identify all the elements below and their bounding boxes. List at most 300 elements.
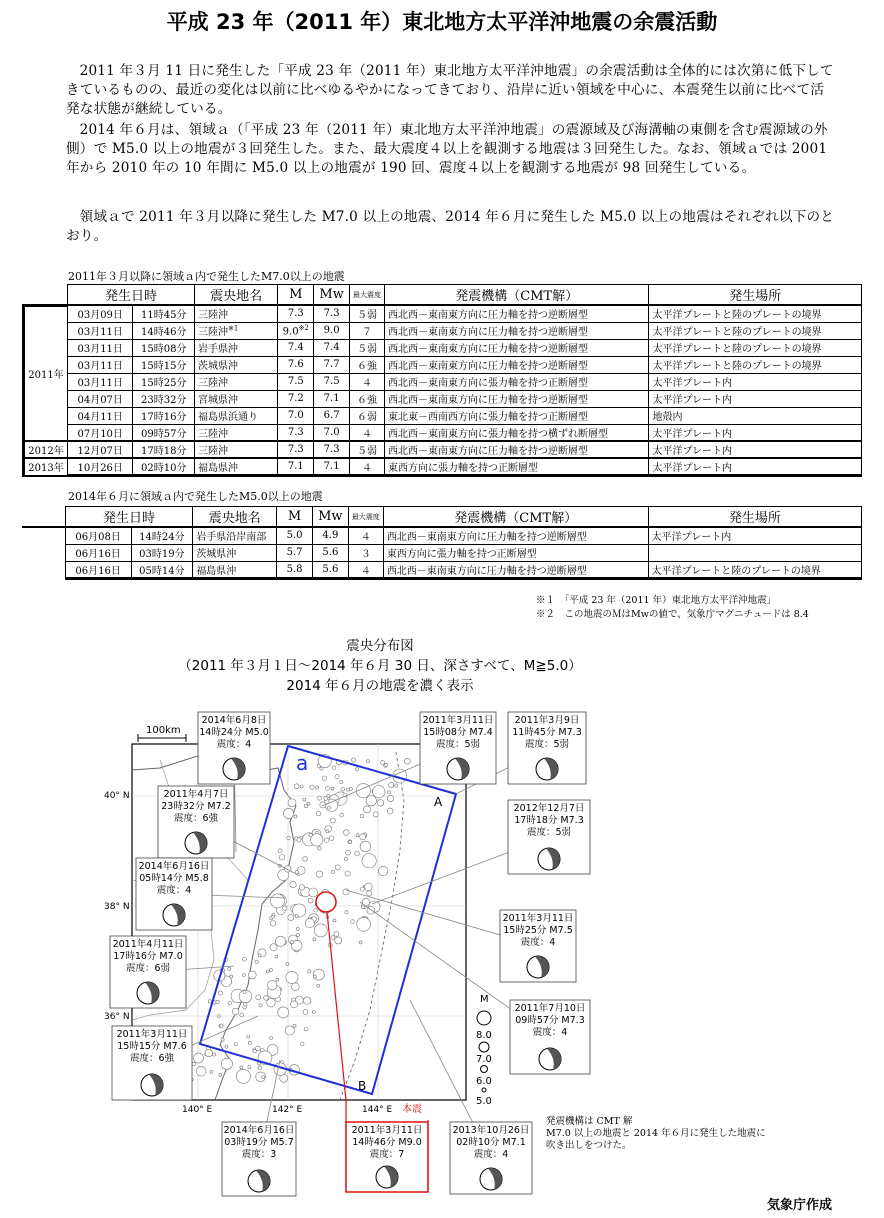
cell-int: ４ — [348, 561, 383, 578]
cell-time: 15時15分 — [133, 356, 195, 373]
cell-m: 7.0 — [278, 407, 314, 424]
epicenter-dot — [355, 851, 360, 856]
callout — [112, 1026, 192, 1100]
epicenter-dot — [221, 1058, 232, 1069]
region-a-label: a — [296, 751, 309, 775]
epicenter-dot — [385, 763, 388, 766]
footnote-marker: ※1 — [228, 324, 239, 333]
cell-mech: 西北西－東南東方向に圧力軸を持つ逆断層型 — [383, 527, 648, 544]
epicenter-dot — [305, 919, 314, 928]
epicenter-dot — [196, 1066, 206, 1076]
epicenter-dot — [279, 855, 285, 861]
epicenter-dot — [232, 1008, 239, 1015]
epicenter-dot — [335, 865, 340, 870]
cell-mech: 西北西－東南東方向に張力軸を持つ横ずれ断層型 — [385, 424, 649, 441]
epicenter-dot — [244, 1003, 247, 1006]
epicenter-dot — [220, 1024, 223, 1027]
cell-m: 5.7 — [277, 544, 313, 561]
callout-text: 03時19分 M5.7 — [224, 1137, 294, 1148]
callout-text: 2011年4月7日 — [163, 789, 229, 800]
epicenter-dot — [335, 775, 339, 779]
epicenter-dot — [308, 898, 313, 903]
cell-int: ４ — [348, 527, 383, 544]
cell-place: 宮城県沖 — [195, 390, 278, 407]
epicenter-dot — [316, 811, 320, 815]
cell-loc: 太平洋プレート内 — [649, 390, 862, 407]
epicenter-dot — [219, 1073, 222, 1076]
callout — [222, 1122, 296, 1196]
epicenter-dot — [324, 796, 328, 800]
epicenter-dot — [352, 758, 356, 762]
epicenter-dot — [303, 798, 306, 801]
cell-time: 02時10分 — [133, 458, 195, 476]
epicenter-dot — [360, 814, 363, 817]
epicenter-dot — [242, 974, 245, 977]
epicenter-dot — [192, 1062, 195, 1065]
callout-text: 14時46分 M9.0 — [352, 1137, 422, 1148]
cell-place: 三陸沖 — [195, 441, 278, 458]
callout-text: 2013年10月26日 — [452, 1125, 530, 1136]
cell-mw: 7.4 — [314, 339, 350, 356]
point-a-label: A — [434, 795, 443, 809]
cell-int: ６弱 — [350, 407, 385, 424]
cell-m: 7.1 — [278, 458, 314, 476]
header-intensity: 最大震度 — [348, 507, 383, 528]
callout-text: 震度：6弱 — [125, 963, 171, 974]
epicenter-dot — [313, 975, 316, 978]
cell-place: 岩手県沿岸南部 — [193, 527, 277, 544]
cell-loc: 太平洋プレート内 — [649, 373, 862, 390]
cell-mech: 西北西－東南東方向に圧力軸を持つ逆断層型 — [385, 390, 649, 407]
epicenter-dot — [340, 813, 344, 817]
epicenter-dot — [300, 785, 303, 788]
epicenter-dot — [253, 1050, 256, 1053]
cell-date: 04月11日 — [67, 407, 132, 424]
callout-text: 2011年3月11日 — [351, 1125, 423, 1136]
cell-loc: 太平洋プレートと陸のプレートの境界 — [648, 561, 861, 578]
callout-text: 2014年6月8日 — [201, 715, 267, 726]
cell-loc: 太平洋プレート内 — [649, 424, 862, 441]
note-2: ※２ この地震のＭはMwの値で、気象庁マグニチュードは 8.4 — [536, 609, 809, 620]
cell-int: ４ — [350, 458, 385, 476]
cell-place: 福島県浜通り — [195, 407, 278, 424]
cell-mw: 7.3 — [314, 441, 350, 458]
callout-text: 17時16分 M7.0 — [113, 951, 183, 962]
epicenter-dot — [284, 808, 294, 818]
cell-m: 7.3 — [278, 305, 314, 322]
epicenter-dot — [236, 1069, 250, 1083]
callout-text: 17時18分 M7.3 — [514, 815, 584, 826]
epicenter-dot — [271, 894, 285, 908]
epicenter-dot — [270, 944, 277, 951]
cell-mech: 東西方向に張力軸を持つ正断層型 — [383, 544, 648, 561]
epicenter-dot — [405, 758, 411, 764]
callout-text: 09時57分 M7.3 — [515, 1015, 585, 1026]
year-label: 2013年 — [24, 458, 68, 476]
lat-label: 36° N — [104, 1012, 130, 1022]
epicenter-dot — [240, 1066, 243, 1069]
callout-text: 震度：6強 — [129, 1053, 175, 1064]
page-title: 平成 23 年（2011 年）東北地方太平洋沖地震の余震活動 — [166, 10, 718, 34]
callout-text: 震度：6強 — [173, 813, 219, 824]
epicenter-dot — [213, 1053, 216, 1056]
epicenter-dot — [324, 838, 329, 843]
callout — [158, 786, 234, 858]
footnote-marker: ※2 — [298, 323, 309, 332]
cell-m: 7.4 — [278, 339, 314, 356]
cell-mw: 7.5 — [314, 373, 350, 390]
epicenter-dot — [318, 847, 321, 850]
credit: 気象庁作成 — [766, 1198, 832, 1213]
year-label: 2011年 — [24, 305, 68, 441]
cell-time: 17時16分 — [133, 407, 195, 424]
cell-date: 12月07日 — [67, 441, 132, 458]
cell-date: 04月07日 — [67, 390, 132, 407]
cell-int: ６強 — [350, 356, 385, 373]
callout-text: 14時24分 M5.0 — [199, 727, 269, 738]
epicenter-dot — [332, 766, 336, 770]
epicenter-dot — [294, 815, 297, 818]
epicenter-dot — [345, 850, 350, 855]
epicenter-dot — [346, 788, 349, 791]
cell-mw: 9.0 — [314, 322, 350, 339]
epicenter-dot — [312, 1011, 315, 1014]
epicenter-dot — [365, 883, 373, 891]
cell-mech: 西北西－東南東方向に圧力軸を持つ逆断層型 — [385, 356, 649, 373]
epicenter-dot — [335, 937, 342, 944]
cell-place: 岩手県沖 — [195, 339, 278, 356]
cell-time: 09時57分 — [133, 424, 195, 441]
epicenter-dot — [286, 962, 289, 965]
cell-loc: 太平洋プレート内 — [649, 441, 862, 458]
epicenter-dot — [303, 856, 308, 861]
header-m: M — [277, 507, 313, 528]
header-mw: Mw — [314, 285, 350, 306]
cell-loc: 太平洋プレート内 — [649, 458, 862, 476]
epicenter-dot — [275, 955, 278, 958]
epicenter-dot — [242, 957, 246, 961]
cell-mw: 7.7 — [314, 356, 350, 373]
epicenter-dot — [357, 917, 371, 931]
callout — [110, 936, 186, 1008]
epicenter-dot — [345, 858, 348, 861]
epicenter-dot — [297, 838, 301, 842]
epicenter-dot — [247, 1035, 250, 1038]
epicenter-dot — [387, 791, 390, 794]
epicenter-dot — [248, 971, 256, 979]
map-title: 震央分布図 — [346, 638, 414, 654]
epicenter-dot — [262, 1076, 265, 1079]
header-location: 発生場所 — [648, 507, 861, 528]
cell-int: ３ — [348, 544, 383, 561]
epicenter-dot — [320, 767, 323, 770]
header-mw: Mw — [312, 507, 348, 528]
callout — [346, 1122, 428, 1192]
epicenter-dot — [268, 981, 277, 990]
table1-caption: 2011年３月以降に領域ａ内で発生したM7.0以上の地震 — [68, 270, 345, 283]
cell-date: 10月26日 — [67, 458, 132, 476]
cell-loc: 太平洋プレートと陸のプレートの境界 — [649, 339, 862, 356]
cell-mech: 東西方向に張力軸を持つ正断層型 — [385, 458, 649, 476]
cell-mech: 西北西－東南東方向に張力軸を持つ正断層型 — [385, 373, 649, 390]
cell-int: ７ — [350, 322, 385, 339]
epicenter-dot — [395, 784, 398, 787]
lon-label: 140° E — [182, 1105, 213, 1115]
epicenter-dot — [264, 995, 269, 1000]
epicenter-dot — [314, 924, 327, 937]
epicenter-dot — [333, 919, 336, 922]
epicenter-dot — [267, 999, 275, 1007]
cell-mw: 7.3 — [314, 305, 350, 322]
epicenter-dot — [313, 938, 316, 941]
mag-legend-value: 8.0 — [476, 1030, 492, 1041]
epicenter-dot — [373, 812, 378, 817]
epicenter-dot — [331, 870, 334, 873]
epicenter-dot — [343, 830, 349, 836]
epicenter-dot — [366, 760, 369, 763]
epicenter-dot — [330, 818, 335, 823]
cell-mech: 西北西－東南東方向に圧力軸を持つ逆断層型 — [385, 305, 649, 322]
cell-int: ４ — [350, 424, 385, 441]
cell-loc: 太平洋プレートと陸のプレートの境界 — [649, 356, 862, 373]
epicenter-dot — [309, 888, 318, 897]
epicenter-dot — [259, 1004, 262, 1007]
callout-text: 23時32分 M7.2 — [161, 801, 231, 812]
callout — [510, 1000, 590, 1074]
cell-mw: 7.1 — [314, 390, 350, 407]
callout-text: 15時15分 M7.6 — [117, 1041, 187, 1052]
callout-text: 15時08分 M7.4 — [423, 727, 493, 738]
cell-m: 7.5 — [278, 373, 314, 390]
epicenter-dot — [300, 1042, 304, 1046]
epicenter-dot — [240, 1013, 244, 1017]
epicenter-dot — [373, 786, 385, 798]
epicenter-dot — [316, 786, 319, 789]
epicenter-dot — [286, 971, 298, 983]
callout-text: 2014年6月16日 — [223, 1125, 295, 1136]
epicenter-dot — [243, 991, 246, 994]
epicenter-dot — [309, 833, 313, 837]
callout-text: 2011年7月10日 — [514, 1003, 586, 1014]
epicenter-dot — [341, 788, 345, 792]
epicenter-dot — [351, 920, 355, 924]
cell-date: 03月09日 — [67, 305, 132, 322]
scale-label: 100km — [146, 725, 181, 736]
table2-caption: 2014年６月に領域ａ内で発生したM5.0以上の地震 — [68, 490, 323, 503]
epicenter-dot — [303, 1009, 308, 1014]
callout-text: 2011年3月9日 — [514, 715, 580, 726]
cell-mech: 西北西－東南東方向に圧力軸を持つ逆断層型 — [383, 561, 648, 578]
callout-text: 震度：4 — [532, 1027, 568, 1038]
epicenter-dot — [310, 785, 314, 789]
epicenter-dot — [216, 1000, 219, 1003]
cell-time: 03時19分 — [131, 544, 193, 561]
epicenter-dot — [296, 927, 299, 930]
epicenter-dot — [360, 834, 366, 840]
callout — [420, 712, 496, 784]
epicenter-dot — [278, 1007, 289, 1018]
epicenter-dot — [217, 1015, 220, 1018]
cell-mech: 西北西－東南東方向に圧力軸を持つ逆断層型 — [385, 322, 649, 339]
callout-text: 2012年12月7日 — [513, 803, 585, 814]
epicenter-dot — [276, 978, 279, 981]
epicenter-dot — [205, 1049, 212, 1056]
cell-mw: 6.7 — [314, 407, 350, 424]
lon-label: 142° E — [272, 1105, 303, 1115]
cell-time: 14時46分 — [133, 322, 195, 339]
epicenter-dot — [290, 881, 296, 887]
lon-label: 144° E — [362, 1105, 393, 1115]
epicenter-dot — [293, 904, 306, 917]
epicenter-dot — [278, 849, 282, 853]
cell-time: 14時24分 — [131, 527, 193, 544]
cell-int: ４ — [350, 373, 385, 390]
cell-mw: 5.6 — [312, 544, 348, 561]
header-mechanism: 発震機構（CMT解） — [383, 507, 648, 528]
epicenter-dot — [225, 1045, 228, 1048]
epicenter-dot — [272, 913, 275, 916]
epicenter-dot — [329, 836, 334, 841]
epicenter-dot — [356, 834, 359, 837]
epicenter-dot — [364, 806, 371, 813]
epicenter-dot — [389, 782, 394, 787]
epicenter-dot — [295, 870, 298, 873]
cell-time: 15時08分 — [133, 339, 195, 356]
cell-date: 03月11日 — [67, 339, 132, 356]
cell-time: 17時18分 — [133, 441, 195, 458]
cell-int: ６強 — [350, 390, 385, 407]
epicenter-dot — [379, 866, 388, 875]
callout — [136, 858, 212, 930]
epicenter-dot — [325, 786, 329, 790]
epicenter-dot — [331, 787, 334, 790]
cell-m: 9.0$^{※2}$ — [278, 322, 314, 339]
cell-time: 11時45分 — [133, 305, 195, 322]
mag-legend-value: 6.0 — [476, 1076, 492, 1087]
cell-loc: 地殻内 — [649, 407, 862, 424]
epicenter-dot — [304, 1027, 308, 1031]
cell-int: ５弱 — [350, 339, 385, 356]
epicenter-dot — [340, 781, 343, 784]
callout — [508, 800, 590, 874]
epicenter-dot — [287, 836, 291, 840]
header-m: M — [278, 285, 314, 306]
epicenter-dot — [387, 808, 393, 814]
epicenter-dot — [297, 934, 300, 937]
epicenter-dot — [256, 1046, 261, 1051]
epicenter-dot — [270, 921, 276, 927]
cell-int: ５弱 — [350, 305, 385, 322]
epicenter-dot — [362, 906, 365, 909]
cell-loc: 太平洋プレートと陸のプレートの境界 — [649, 305, 862, 322]
header-datetime: 発生日時 — [65, 507, 193, 528]
epicenter-dot — [316, 871, 322, 877]
epicenter-dot — [349, 787, 352, 790]
cell-mech: 東北東－西南西方向に張力軸を持つ正断層型 — [385, 407, 649, 424]
lat-label: 40° N — [104, 791, 130, 801]
callout-text: 2011年3月11日 — [502, 913, 574, 924]
callout-text: 2014年6月16日 — [138, 861, 210, 872]
epicenter-dot — [362, 854, 376, 868]
epicenter-dot — [355, 768, 358, 771]
cell-m: 7.2 — [278, 390, 314, 407]
callout — [198, 712, 270, 784]
epicenter-dot — [293, 1024, 296, 1027]
callout-text: 2011年3月11日 — [422, 715, 494, 726]
header-mechanism: 発震機構（CMT解） — [385, 285, 649, 306]
epicenter-dot — [288, 799, 296, 807]
epicenter-dot — [228, 967, 231, 970]
epicenter-dot — [303, 997, 310, 1004]
year-label: 2012年 — [24, 441, 68, 458]
header-location: 発生場所 — [649, 285, 862, 306]
lat-label: 38° N — [104, 902, 130, 912]
epicenter-dot — [328, 806, 331, 809]
cell-place: 三陸沖$^{※1}$ — [195, 322, 278, 339]
epicenter-dot — [258, 954, 261, 957]
paragraph-2: 2014 年６月は、領域ａ（「平成 23 年（2011 年）東北地方太平洋沖地震」の震源域及び海溝軸の東側を含む震源域の外側）で M5.0 以上の地震が３回発生した。また、最大震度４以上を観測する地震は３回発生した。なお、領域ａでは 2001 年から 2010 年の 10 年間に M5.0 以上の地震が 190 回、震度４以上を観測する地震が 98 回発生している。 — [66, 122, 828, 176]
callout-text: 震度：5弱 — [526, 827, 572, 838]
epicenter-dot — [270, 968, 273, 971]
cell-m: 5.0 — [277, 527, 313, 544]
epicenter-dot — [377, 800, 384, 807]
epicenter-dot — [266, 970, 269, 973]
cell-m: 7.6 — [278, 356, 314, 373]
cell-mw: 7.1 — [314, 458, 350, 476]
map-subtitle: （2011 年３月１日～2014 年６月 30 日、深さすべて、M≧5.0） — [178, 658, 582, 674]
cell-place: 茨城県沖 — [193, 544, 277, 561]
cell-m: 5.8 — [277, 561, 313, 578]
cell-place: 茨城県沖 — [195, 356, 278, 373]
epicenter-dot — [314, 908, 318, 912]
epicenter-dot — [334, 931, 339, 936]
epicenter-dot — [317, 984, 320, 987]
epicenter-dot — [345, 871, 350, 876]
epicenter-dot — [291, 983, 299, 991]
cell-time: 15時25分 — [133, 373, 195, 390]
epicenter-dot — [256, 995, 261, 1000]
epicenter-dot — [326, 830, 329, 833]
cell-place: 三陸沖 — [195, 424, 278, 441]
legend-note: 発震機構は CMT 解 M7.0 以上の地震と 2014 年６月に発生した地震に 吹き出しをつけた。 — [546, 1116, 766, 1151]
cell-mw: 4.9 — [312, 527, 348, 544]
cell-date: 03月11日 — [67, 356, 132, 373]
cell-date: 06月16日 — [65, 544, 131, 561]
cell-date: 03月11日 — [67, 322, 132, 339]
cell-date: 07月10日 — [67, 424, 132, 441]
cell-m: 7.3 — [278, 441, 314, 458]
callout-text: 震度：3 — [241, 1149, 277, 1160]
callout-text: 震度：4 — [520, 937, 556, 948]
epicenter-dot — [255, 960, 258, 963]
mag-legend-value: 7.0 — [476, 1054, 492, 1065]
callout-text: 15時25分 M7.5 — [503, 925, 573, 936]
mag-legend-value: 5.0 — [476, 1096, 492, 1107]
cell-date: 06月08日 — [65, 527, 131, 544]
epicenter-dot — [308, 970, 311, 973]
cell-loc: 太平洋プレートと陸のプレートの境界 — [649, 322, 862, 339]
epicenter-dot — [291, 1001, 298, 1008]
callout-text: 02時10分 M7.1 — [456, 1137, 526, 1148]
cell-mw: 5.6 — [312, 561, 348, 578]
header-datetime: 発生日時 — [67, 285, 194, 306]
cell-place: 福島県沖 — [193, 561, 277, 578]
epicenter-dot — [221, 1038, 224, 1041]
epicenter-dot — [294, 784, 299, 789]
callout-text: 震度：7 — [369, 1149, 405, 1160]
cell-date: 06月16日 — [65, 561, 131, 578]
callout-text: 2011年4月11日 — [112, 939, 184, 950]
